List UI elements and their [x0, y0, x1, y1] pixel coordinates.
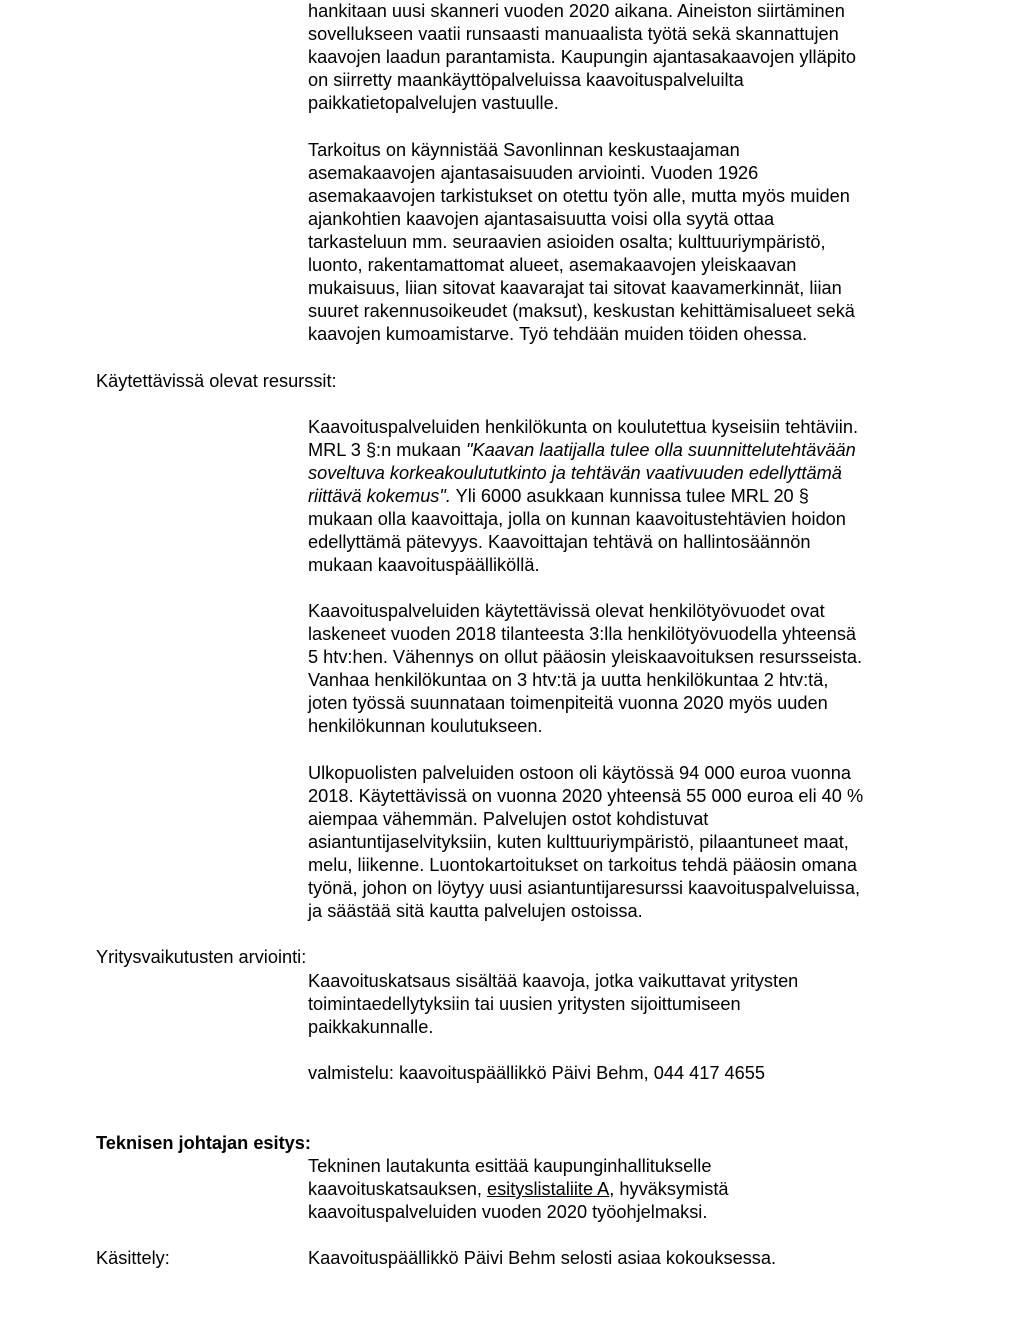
text-line: mukaisuus, liian sitovat kaavarajat tai sitovat kaavamerkinnät, liian	[308, 278, 842, 298]
text-line	[308, 462, 842, 485]
preparer-line: valmistelu: kaavoituspäällikkö Päivi Behm, 044 417 4655	[308, 1063, 765, 1083]
text-line: Tekninen lautakunta esittää kaupunginhallitukselle	[308, 1156, 712, 1176]
section-label-company-impacts: Yritysvaikutusten arviointi:	[96, 947, 307, 967]
text-line	[308, 1178, 729, 1201]
text-line: Ulkopuolisten palveluiden ostoon oli käytössä 94 000 euroa vuonna	[308, 763, 851, 783]
text-line: ajankohtien kaavojen ajantasaisuutta voisi olla syytä ottaa	[308, 209, 775, 229]
text-line: 2018. Käytettävissä on vuonna 2020 yhteensä 55 000 euroa eli 40 %	[308, 786, 864, 806]
text-line	[308, 439, 856, 462]
text-line: 5 htv:hen. Vähennys on ollut pääosin yleiskaavoituksen resursseista.	[308, 647, 863, 667]
text-line: paikkakunnalle.	[308, 1017, 434, 1037]
text-line: työnä, johon on löytyy uusi asiantuntijaresurssi kaavoituspalveluissa,	[308, 878, 860, 898]
text-span: Yli 6000 asukkaan kunnissa tulee MRL 20 §	[450, 486, 809, 506]
text-line: luonto, rakentamattomat alueet, asemakaavojen yleiskaavan	[308, 255, 797, 275]
text-line: asemakaavojen ajantasaisuuden arviointi. Vuoden 1926	[308, 163, 759, 183]
text-line: henkilökunnan koulutukseen.	[308, 716, 543, 736]
quote-text: riittävä kokemus".	[308, 486, 451, 506]
text-line: joten työssä suunnataan toimenpiteitä vuonna 2020 myös uuden	[308, 693, 828, 713]
text-line: Kaavoituskatsaus sisältää kaavoja, jotka vaikuttavat yritysten	[308, 971, 799, 991]
text-line: Vanhaa henkilökuntaa on 3 htv:tä ja uutta henkilökuntaa 2 htv:tä,	[308, 670, 829, 690]
text-line: sovellukseen vaatii runsaasti manuaalista työtä sekä skannattujen	[308, 24, 839, 44]
section-label-proposal: Teknisen johtajan esitys:	[96, 1133, 311, 1153]
text-span: MRL 3 §:n mukaan	[308, 440, 467, 460]
text-line: hankitaan uusi skanneri vuoden 2020 aikana. Aineiston siirtäminen	[308, 1, 845, 21]
text-line: Kaavoituspalveluiden käytettävissä olevat henkilötyövuodet ovat	[308, 601, 825, 621]
text-line: Tarkoitus on käynnistää Savonlinnan keskustaajaman	[308, 140, 740, 160]
text-line: laskeneet vuoden 2018 tilanteesta 3:lla henkilötyövuodella yhteensä	[308, 624, 857, 644]
text-line: on siirretty maankäyttöpalveluissa kaavoituspalveluilta	[308, 70, 744, 90]
text-line: aiempaa vähemmän. Palvelujen ostot kohdistuvat	[308, 809, 709, 829]
text-line: tarkasteluun mm. seuraavien asioiden osalta; kulttuuriympäristö,	[308, 232, 826, 252]
text-line: toimintaedellytyksiin tai uusien yritysten sijoittumiseen	[308, 994, 741, 1014]
text-line: asiantuntijaselvityksiin, kuten kulttuuriympäristö, pilaantuneet maat,	[308, 832, 849, 852]
text-line: Kaavoituspalveluiden henkilökunta on koulutettua kyseisiin tehtäviin.	[308, 417, 859, 437]
text-line: ja säästää sitä kautta palvelujen ostoissa.	[308, 901, 643, 921]
text-line: melu, liikenne. Luontokartoitukset on tarkoitus tehdä pääosin omana	[308, 855, 857, 875]
section-label-handling: Käsittely:	[96, 1248, 170, 1268]
quote-text: "Kaavan laatijalla tulee olla suunnittelutehtävään	[466, 440, 856, 460]
text-line: suuret rakennusoikeudet (maksut), keskustan kehittämisalueet sekä	[308, 301, 855, 321]
text-line: kaavojen kumoamistarve. Työ tehdään muiden töiden ohessa.	[308, 324, 808, 344]
text-line: mukaan olla kaavoittaja, jolla on kunnan kaavoitustehtävien hoidon	[308, 509, 846, 529]
text-span: kaavoituskatsauksen,	[308, 1179, 487, 1199]
section-label-resources: Käytettävissä olevat resurssit:	[96, 371, 337, 391]
text-line: asemakaavojen tarkistukset on otettu työn alle, mutta myös muiden	[308, 186, 850, 206]
handling-text: Kaavoituspäällikkö Päivi Behm selosti asiaa kokouksessa.	[308, 1248, 777, 1268]
text-line	[308, 485, 809, 508]
text-line: edellyttämä pätevyys. Kaavoittajan tehtävä on hallintosäännön	[308, 532, 811, 552]
attachment-link[interactable]: esityslistaliite A	[486, 1179, 610, 1199]
text-line: mukaan kaavoituspäälliköllä.	[308, 555, 540, 575]
text-line: paikkatietopalvelujen vastuulle.	[308, 93, 559, 113]
text-span: , hyväksymistä	[609, 1179, 729, 1199]
text-line: kaavojen laadun parantamista. Kaupungin ajantasakaavojen ylläpito	[308, 47, 857, 67]
text-line: kaavoituspalveluiden vuoden 2020 työohjelmaksi.	[308, 1202, 708, 1222]
quote-text: soveltuva korkeakoulututkinto ja tehtävän vaativuuden edellyttämä	[308, 463, 842, 483]
